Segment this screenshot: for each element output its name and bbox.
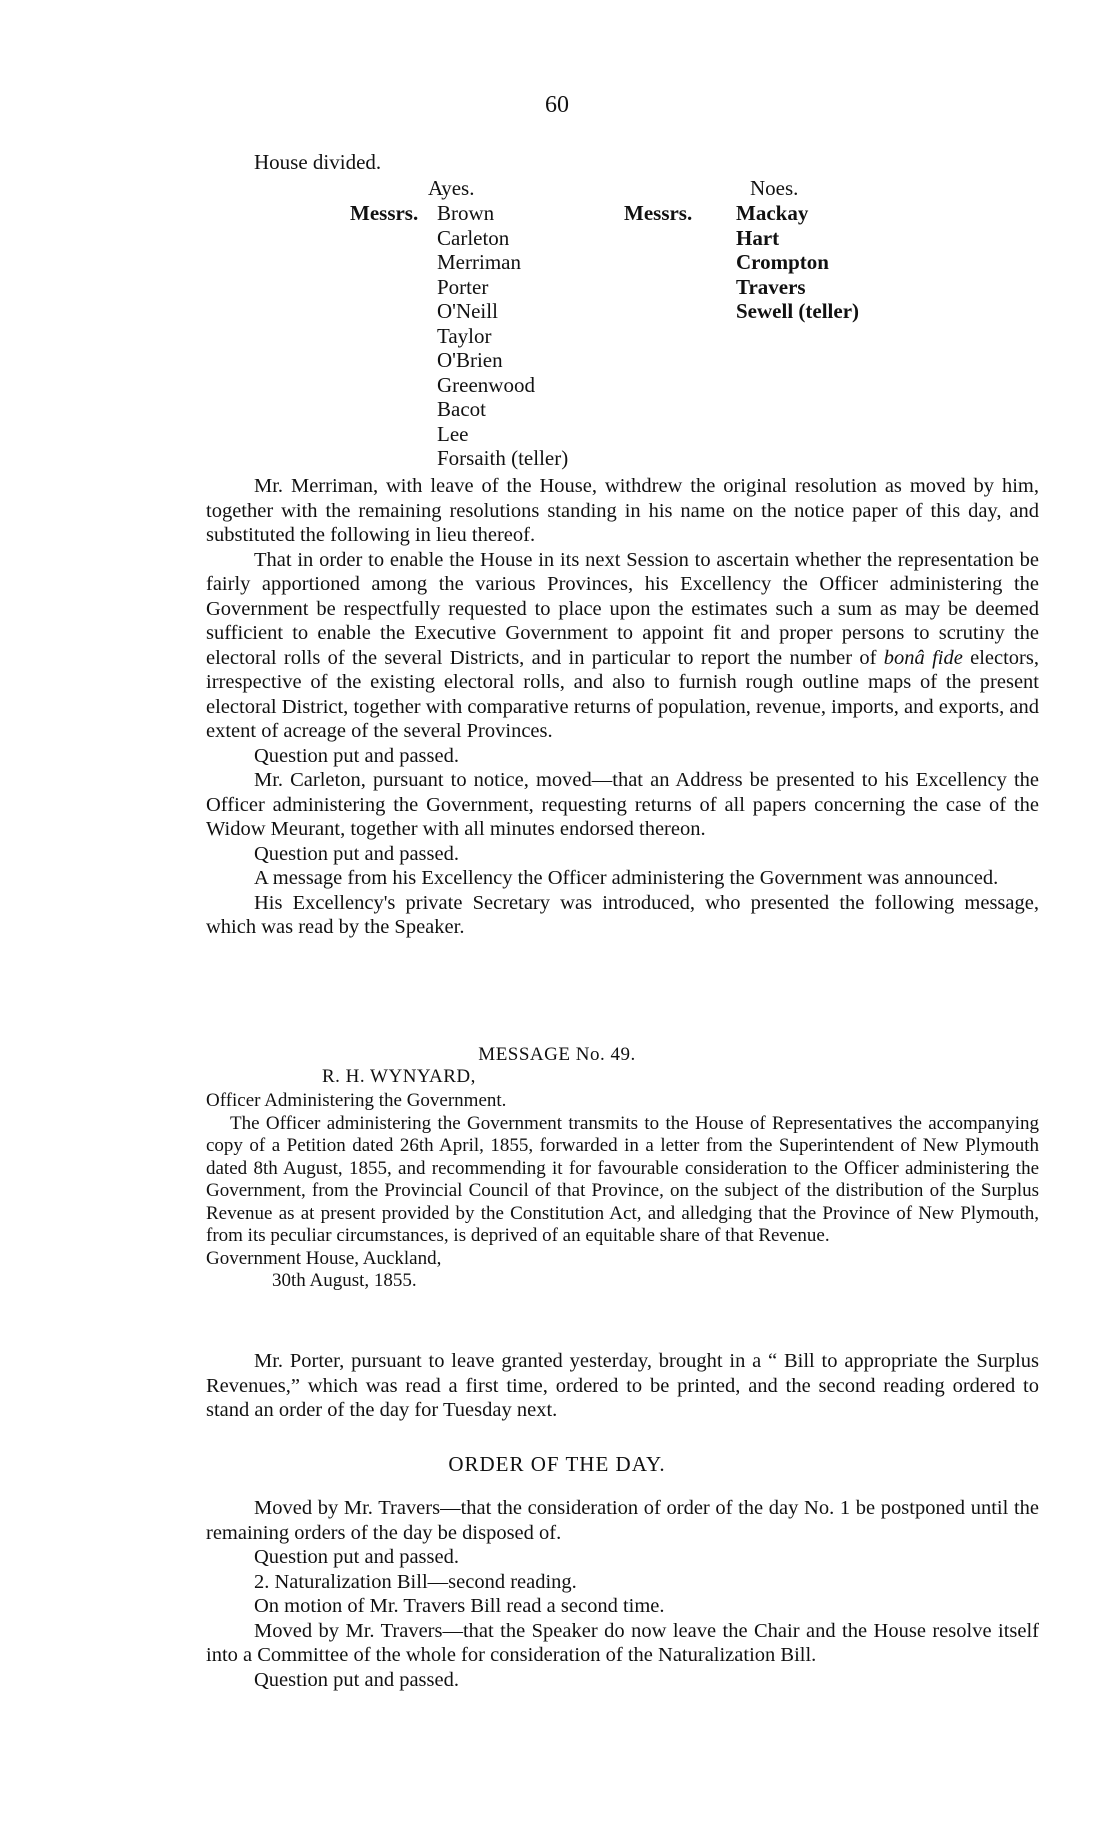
page-number: 60 [545,92,569,118]
message-announced: A message from his Excellency the Officer administering the Government was announced. [254,867,999,889]
question-passed-2: Question put and passed. [254,842,459,865]
carleton-paragraph: Mr. Carleton, pursuant to notice, moved—that an Address be presented to his Excellency the Officer administering the Government, requesting returns of all papers concerning the case of the Widow Meurant, together with all minutes endorsed thereon. [206,769,1039,840]
ayes-member: O'Neill [437,299,498,323]
noes-member: Hart [736,225,780,250]
message-date: 30th August, 1855. [272,1270,417,1291]
ayes-member: Merriman [437,250,521,274]
noes-member: Crompton [736,250,829,274]
resolution-paragraph [206,548,1039,744]
merriman-paragraph: Mr. Merriman, with leave of the House, withdrew the original resolution as moved by him, together with the remaining resolutions standing in his name on the notice paper of this day, and substituted the following in lieu thereof. [206,475,1039,546]
ayes-list [437,201,568,471]
order-line: Question put and passed. [254,1668,459,1691]
order-line: Moved by Mr. Travers—that the consideration of order of the day No. 1 be postponed until the remaining orders of the day be disposed of. [206,1497,1039,1544]
resolution-italic: bonâ fide [883,646,963,669]
ayes-messrs-label: Messrs. [350,201,419,225]
order-line: On motion of Mr. Travers Bill read a second time. [254,1595,665,1617]
ayes-member: Bacot [437,397,486,421]
message-signatory: R. H. WYNYARD, [322,1066,476,1087]
noes-member: Sewell (teller) [736,299,860,323]
ayes-member: Lee [437,421,469,446]
order-of-day-title: ORDER OF THE DAY. [448,1452,666,1476]
order-line: Moved by Mr. Travers—that the Speaker do now leave the Chair and the House resolve itself into a Committee of the whole for consideration of the Naturalization Bill. [206,1619,1039,1666]
message-place: Government House, Auckland, [206,1247,442,1269]
message-block [206,1090,1039,1293]
porter-block [206,1349,1039,1423]
message-body: The Officer administering the Government transmits to the House of Representatives the accompanying copy of a Petition dated 26th April, 1855, forwarded in a letter from the Superintendent of New Plymouth dated 8th August, 1855, and recommending it for favourable consideration to the Officer administering the Government, from the Provincial Council of that Province, on the subject of the distribution of the Surplus Revenue as at present provided by the Constitution Act, and alledging that the Province of New Plymouth, from its peculiar circumstances, is deprived of an equitable share of that Revenue. [206,1112,1039,1246]
noes-messrs-label: Messrs. [624,201,693,225]
order-of-day-block [206,1496,1039,1692]
ayes-member: Brown [437,201,495,225]
ayes-member: Carleton [437,225,510,250]
ayes-heading: Ayes. [428,176,475,200]
message-title: MESSAGE No. 49. [478,1044,636,1065]
noes-member: Travers [736,274,806,299]
ayes-member: Porter [437,274,489,299]
resolution-text-b: electors, irrespective of the existing electoral rolls, and also to furnish rough outline maps of the present electoral District, together with comparative returns of population, revenue, imports, and exports, and extent of acreage of the several Provinces. [206,646,1039,742]
ayes-member: Greenwood [437,372,535,397]
order-line: 2. Naturalization Bill—second reading. [254,1570,577,1593]
porter-paragraph: Mr. Porter, pursuant to leave granted yesterday, brought in a “ Bill to appropriate the Surplus Revenues,” which was read a first time, ordered to be printed, and the second reading ordered to stand an order of the day for Tuesday next. [206,1350,1039,1421]
question-passed-1: Question put and passed. [254,744,459,767]
secretary-paragraph: His Excellency's private Secretary was introduced, who presented the following message, which was read by the Speaker. [206,891,1039,938]
ayes-member: Taylor [437,323,492,348]
message-office: Officer Administering the Government. [206,1090,507,1111]
order-line: Question put and passed. [254,1546,459,1568]
noes-member: Mackay [736,201,809,225]
resolution-text-a: That in order to enable the House in its next Session to ascertain whether the representation be fairly apportioned among the various Provinces, his Excellency the Officer administering the Government be respectfully requested to place upon the estimates such a sum as may be deemed sufficient to enable the Executive Government to appoint fit and proper persons to scrutiny the electoral rolls of the several Districts, and in particular to report the number of [206,548,1039,669]
noes-heading: Noes. [750,176,799,200]
ayes-member: Forsaith (teller) [437,446,569,470]
division-intro: House divided. [254,150,382,174]
noes-list [736,201,859,324]
ayes-member: O'Brien [437,348,503,372]
proceedings-block [206,474,1039,940]
